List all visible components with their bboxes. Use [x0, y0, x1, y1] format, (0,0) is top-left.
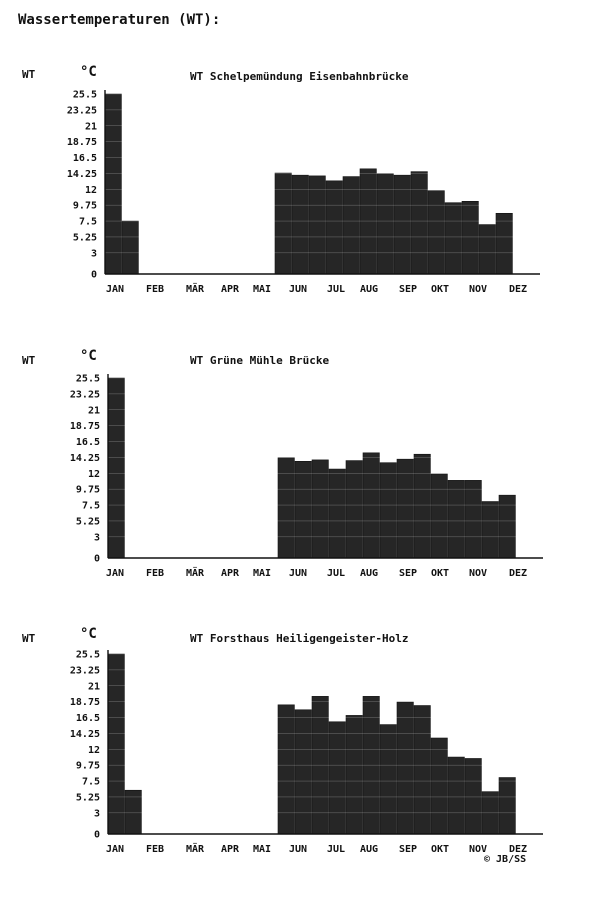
x-tick-label: JAN	[105, 284, 125, 295]
y-tick-label: 7.5	[81, 776, 100, 788]
x-tick-label: FEB	[145, 284, 165, 295]
x-tick-label: APR	[220, 844, 240, 855]
y-tick-label: 23.25	[69, 389, 100, 401]
y-tick-label: 5.25	[75, 516, 100, 528]
bar	[414, 454, 430, 558]
y-tick-label: 16.5	[72, 153, 97, 165]
x-tick-label: AUG	[359, 844, 379, 855]
bar	[309, 176, 325, 274]
bar	[295, 710, 311, 834]
x-tick-label: FEB	[145, 568, 165, 579]
bar	[496, 213, 512, 274]
x-tick-label: MÄR	[185, 844, 205, 855]
y-axis-unit: °C	[80, 626, 97, 642]
y-tick-label: 21	[87, 405, 100, 417]
x-tick-label: MAI	[252, 284, 272, 295]
x-tick-label: JUN	[288, 568, 308, 579]
x-tick-label: JAN	[105, 568, 125, 579]
bar	[278, 458, 294, 558]
x-tick-label: MÄR	[185, 284, 205, 295]
x-tick-label: AUG	[359, 568, 379, 579]
x-tick-label: MÄR	[185, 568, 205, 579]
bar	[105, 94, 121, 274]
chart-panel-gruene-muehle	[0, 346, 600, 606]
bar	[445, 203, 461, 274]
x-tick-label: NOV	[468, 284, 488, 295]
x-tick-label: DEZ	[508, 568, 528, 579]
y-tick-label: 9.75	[75, 484, 100, 496]
bar	[326, 181, 342, 274]
bar	[343, 177, 359, 274]
x-tick-label: FEB	[145, 844, 165, 855]
bar	[499, 495, 515, 558]
y-tick-label: 23.25	[69, 665, 100, 677]
x-tick-label: SEP	[398, 568, 418, 579]
y-axis-label: WT	[22, 354, 36, 367]
bar	[411, 172, 427, 274]
y-axis-label: WT	[22, 632, 36, 645]
y-tick-label: 25.5	[72, 89, 97, 101]
y-tick-label: 25.5	[75, 373, 100, 385]
bar	[278, 705, 294, 834]
y-tick-label: 14.25	[69, 728, 100, 740]
bar	[448, 757, 464, 834]
bar	[108, 654, 124, 834]
x-tick-label: JUL	[326, 568, 346, 579]
chart-svg	[0, 346, 600, 606]
bar	[397, 459, 413, 558]
y-axis-unit: °C	[80, 64, 97, 80]
bar	[482, 502, 498, 558]
bar	[380, 463, 396, 558]
bar	[346, 461, 362, 558]
y-tick-label: 12	[87, 744, 100, 756]
bar	[295, 461, 311, 558]
y-tick-label: 23.25	[66, 105, 97, 117]
y-tick-label: 16.5	[75, 713, 100, 725]
x-tick-label: JUN	[288, 844, 308, 855]
y-tick-label: 12	[84, 184, 97, 196]
bar	[397, 702, 413, 834]
chart-svg	[0, 626, 600, 886]
bar	[329, 469, 345, 558]
y-tick-label: 5.25	[75, 792, 100, 804]
bar	[499, 778, 515, 834]
x-tick-label: NOV	[468, 568, 488, 579]
bar	[414, 706, 430, 834]
y-tick-label: 0	[93, 829, 100, 841]
y-tick-label: 18.75	[66, 137, 97, 149]
chart-title: WT Grüne Mühle Brücke	[190, 354, 330, 367]
y-axis-unit: °C	[80, 348, 97, 364]
y-tick-label: 25.5	[75, 649, 100, 661]
y-tick-label: 7.5	[81, 500, 100, 512]
x-tick-label: OKT	[430, 568, 450, 579]
bar	[360, 169, 376, 274]
bar	[448, 480, 464, 558]
x-tick-label: APR	[220, 568, 240, 579]
y-tick-label: 3	[93, 808, 100, 820]
chart-panel-schelpemuendung	[0, 62, 600, 322]
y-tick-label: 21	[84, 121, 97, 133]
x-tick-label: JUN	[288, 284, 308, 295]
bar	[428, 191, 444, 274]
bar	[479, 225, 495, 274]
bar	[431, 738, 447, 834]
y-axis-label: WT	[22, 68, 36, 81]
bar	[363, 453, 379, 558]
bar	[329, 722, 345, 834]
chart-panel-forsthaus	[0, 626, 600, 886]
x-tick-label: JUL	[326, 284, 346, 295]
chart-title: WT Schelpemündung Eisenbahnbrücke	[190, 70, 409, 83]
y-tick-label: 9.75	[72, 200, 97, 212]
x-tick-label: APR	[220, 284, 240, 295]
bar	[431, 474, 447, 558]
y-tick-label: 9.75	[75, 760, 100, 772]
x-tick-label: NOV	[468, 844, 488, 855]
y-tick-label: 0	[90, 269, 97, 281]
y-tick-label: 18.75	[69, 421, 100, 433]
x-tick-label: AUG	[359, 284, 379, 295]
bar	[122, 221, 138, 274]
y-tick-label: 0	[93, 553, 100, 565]
bar	[292, 175, 308, 274]
x-tick-label: JAN	[105, 844, 125, 855]
chart-svg	[0, 62, 600, 322]
y-tick-label: 14.25	[66, 168, 97, 180]
bar	[108, 378, 124, 558]
y-tick-label: 14.25	[69, 452, 100, 464]
bar	[377, 174, 393, 274]
y-tick-label: 3	[93, 532, 100, 544]
x-tick-label: JUL	[326, 844, 346, 855]
y-tick-label: 5.25	[72, 232, 97, 244]
x-tick-label: MAI	[252, 844, 272, 855]
bar	[312, 460, 328, 558]
x-tick-label: OKT	[430, 284, 450, 295]
x-tick-label: DEZ	[508, 844, 528, 855]
y-tick-label: 3	[90, 248, 97, 260]
bar	[394, 175, 410, 274]
y-tick-label: 18.75	[69, 697, 100, 709]
copyright-note: © JB/SS	[484, 854, 527, 865]
chart-title: WT Forsthaus Heiligengeister-Holz	[190, 632, 409, 645]
y-tick-label: 7.5	[78, 216, 97, 228]
y-tick-label: 21	[87, 681, 100, 693]
bar	[465, 480, 481, 558]
x-tick-label: MAI	[252, 568, 272, 579]
x-tick-label: SEP	[398, 284, 418, 295]
page-title: Wassertemperaturen (WT):	[18, 12, 221, 28]
y-tick-label: 12	[87, 468, 100, 480]
x-tick-label: DEZ	[508, 284, 528, 295]
bar	[462, 201, 478, 274]
bar	[380, 725, 396, 834]
y-tick-label: 16.5	[75, 437, 100, 449]
x-tick-label: SEP	[398, 844, 418, 855]
x-tick-label: OKT	[430, 844, 450, 855]
bar	[465, 758, 481, 834]
bar	[275, 173, 291, 274]
